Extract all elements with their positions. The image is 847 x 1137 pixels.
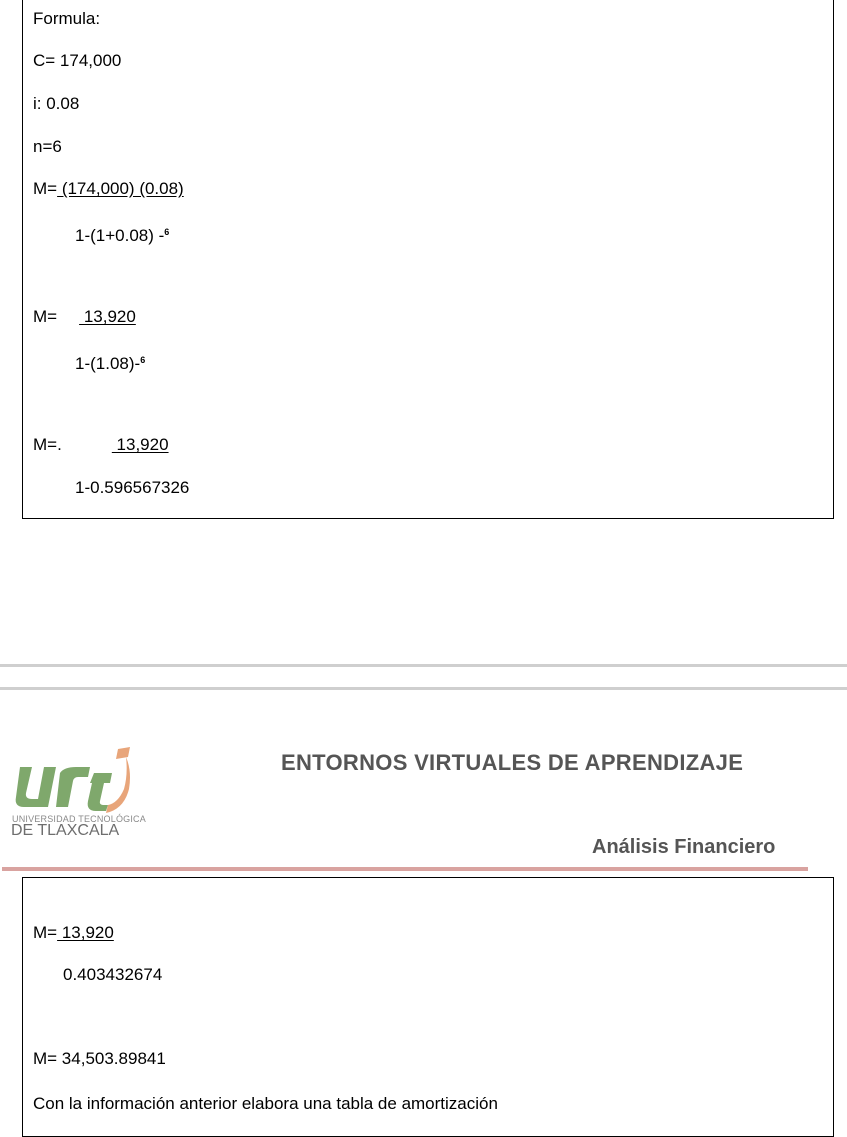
page-subtitle: Análisis Financiero bbox=[592, 836, 776, 858]
instruction-text: Con la información anterior elabora una tabla de amortización bbox=[33, 1094, 498, 1113]
page-separator-bottom bbox=[0, 687, 847, 690]
m4-numerator: 13,920 bbox=[57, 923, 114, 942]
m2-exponent: 6 bbox=[140, 355, 146, 365]
logo-letters-icon bbox=[16, 747, 130, 813]
m1-denominator-line bbox=[75, 222, 169, 246]
logo-title: DE TLAXCALA bbox=[11, 822, 120, 839]
periods-line: n=6 bbox=[33, 137, 62, 156]
formula-m3 bbox=[33, 435, 169, 455]
m2-denominator: 1-(1.08)- bbox=[75, 354, 141, 373]
m2-numerator: 13,920 bbox=[79, 307, 136, 326]
m2-prefix: M= bbox=[33, 307, 58, 326]
m-result: M= 34,503.89841 bbox=[33, 1049, 166, 1068]
header-rule bbox=[2, 867, 808, 871]
m3-prefix: M=. bbox=[33, 435, 62, 454]
formula-m4 bbox=[33, 923, 114, 943]
m1-numerator: (174,000) (0.08) bbox=[57, 179, 184, 198]
m1-exponent: 6 bbox=[164, 227, 170, 237]
rate-line: i: 0.08 bbox=[33, 94, 80, 113]
m1-denominator: 1-(1+0.08) - bbox=[75, 226, 165, 245]
m4-prefix: M= bbox=[33, 923, 58, 942]
formula-m2 bbox=[33, 307, 136, 327]
logo-subtitle: UNIVERSIDAD TECNOLÓGICA bbox=[12, 814, 146, 824]
page-title: ENTORNOS VIRTUALES DE APRENDIZAJE bbox=[281, 750, 744, 775]
m2-denominator-line bbox=[75, 350, 145, 374]
capital-line: C= 174,000 bbox=[33, 51, 122, 70]
m4-denominator: 0.403432674 bbox=[63, 965, 163, 984]
m1-prefix: M= bbox=[33, 179, 58, 198]
formula-label: Formula: bbox=[33, 9, 101, 28]
formula-m1 bbox=[33, 179, 184, 199]
m3-denominator: 1-0.596567326 bbox=[75, 478, 190, 497]
m3-numerator: 13,920 bbox=[111, 435, 169, 454]
page-separator-top bbox=[0, 664, 847, 667]
